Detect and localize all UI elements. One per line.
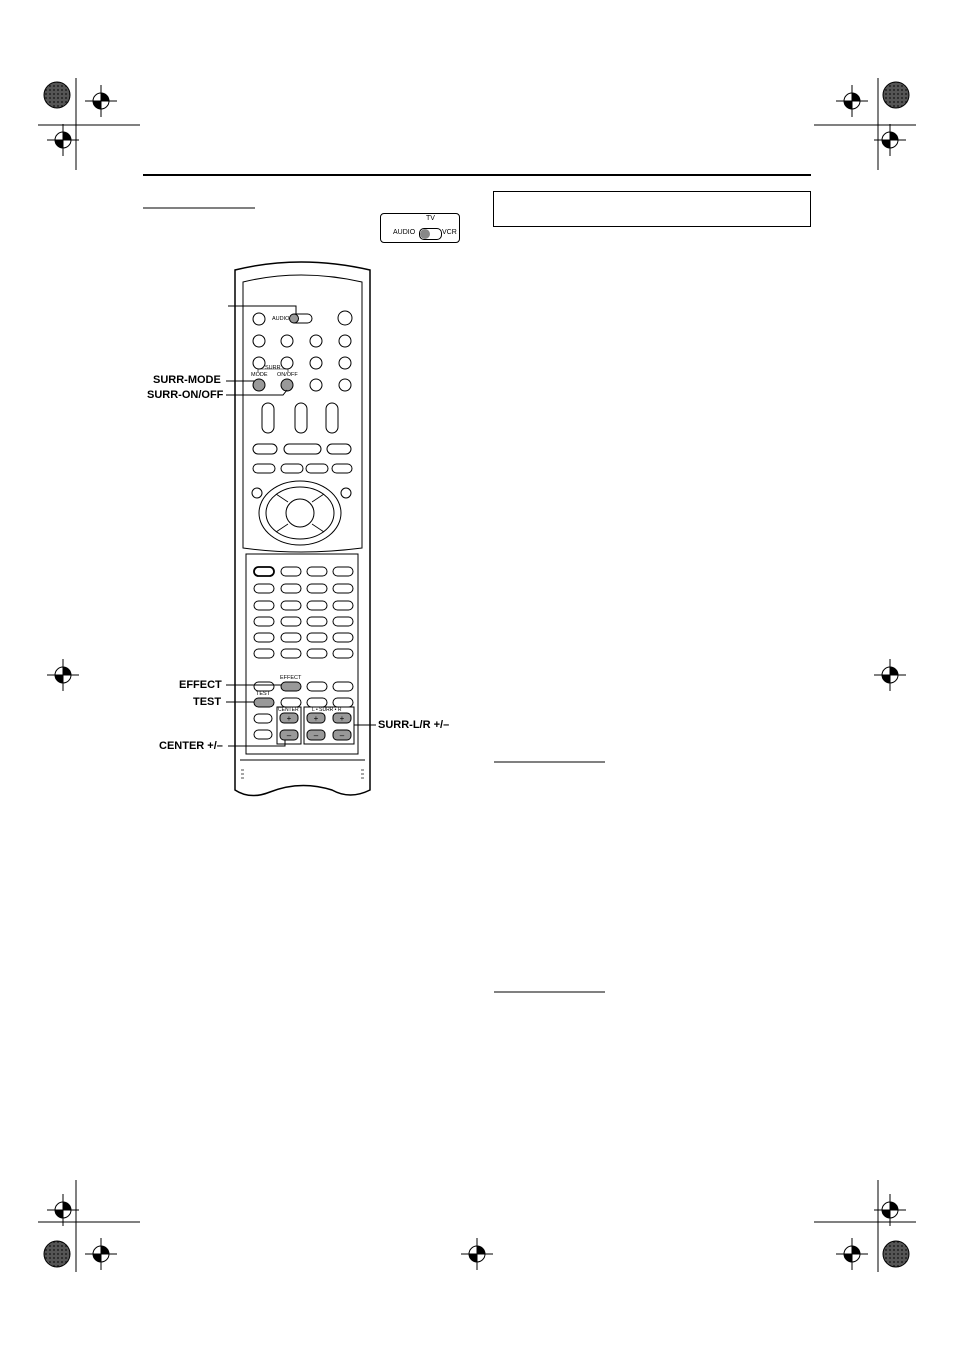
remote-test-label: TEST [256,691,271,697]
remote-center-label: CENTER [278,707,299,713]
remote-effect-label: EFFECT [280,675,302,681]
test-button [254,698,274,707]
surr-onoff-callout: SURR-ON/OFF [147,389,224,401]
test-callout: TEST [193,696,222,708]
remote-mode-label: MODE [251,372,268,378]
surr-onoff-button [281,379,293,391]
effect-button [281,682,301,691]
center-callout: CENTER +/– [159,740,223,752]
effect-callout: EFFECT [179,679,222,691]
remote-onoff-label: ON/OFF [277,372,298,378]
svg-text:+: + [313,714,319,723]
switch-left-label: AUDIO [393,229,416,236]
svg-text:–: – [313,731,319,740]
remote-surr-label: SURR [265,365,281,371]
surr-lr-callout: SURR-L/R +/– [378,719,450,731]
audio-tv-vcr-switch [290,314,299,323]
svg-text:–: – [286,731,292,740]
remote-l-surr-r-label: L • SURR • R [312,707,342,713]
remote-audio-label: AUDIO [272,316,290,322]
svg-text:+: + [339,714,345,723]
surr-mode-button [253,379,265,391]
svg-text:–: – [339,731,345,740]
switch-top-label: TV [426,215,435,222]
surr-mode-callout: SURR-MODE [153,374,221,386]
switch-right-label: VCR [442,229,457,236]
svg-text:+: + [286,714,292,723]
